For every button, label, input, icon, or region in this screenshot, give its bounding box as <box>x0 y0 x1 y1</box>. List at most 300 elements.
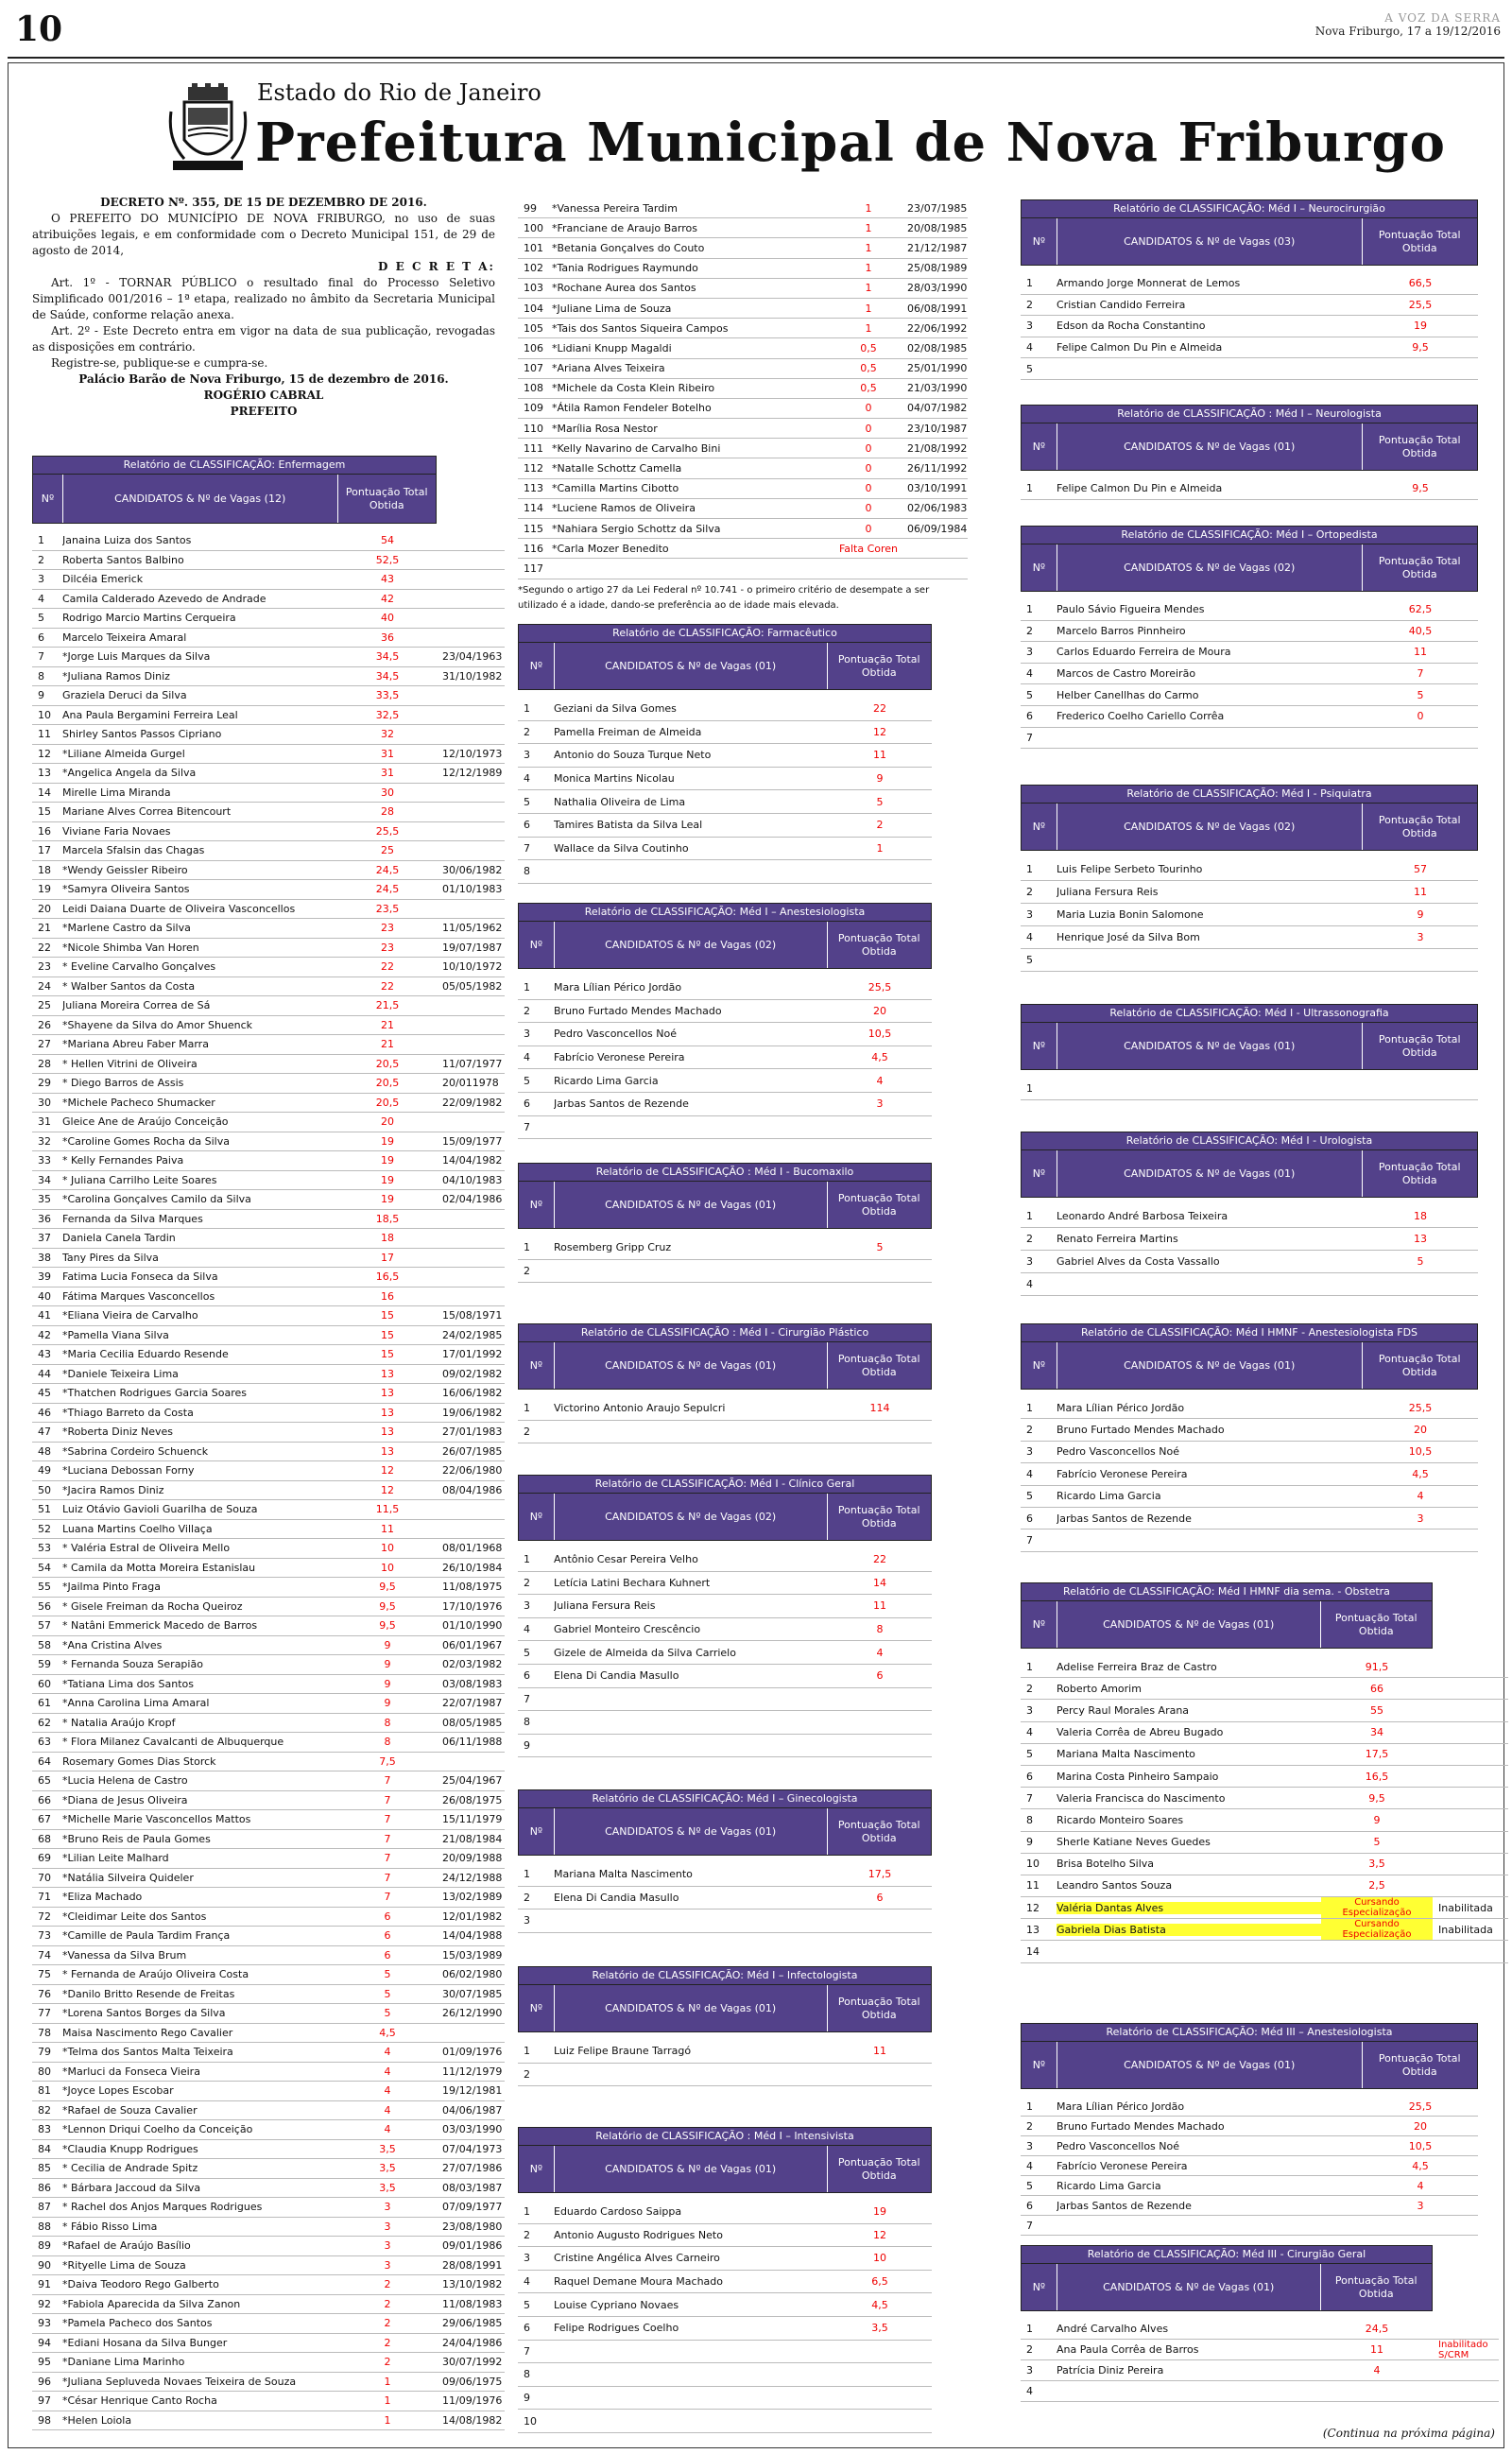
table-title: Relatório de CLASSIFICAÇÃO: Méd I - Ultrassonografia <box>1021 1004 1478 1023</box>
row-number: 7 <box>524 841 530 855</box>
row-number: 4 <box>524 2275 530 2289</box>
candidate-name: *Rochane Aurea dos Santos <box>552 282 696 295</box>
row-number: 1 <box>1026 1210 1033 1222</box>
table-row <box>1021 684 1478 706</box>
row-number: 3 <box>524 1599 530 1613</box>
row-extra: 24/02/1985 <box>442 1328 503 1341</box>
row-extra: 30/06/1982 <box>442 863 503 876</box>
candidate-score: 9 <box>876 772 884 786</box>
row-number: 4 <box>1026 2385 1033 2397</box>
candidate-score: 4,5 <box>379 2026 396 2039</box>
table-row <box>518 2224 932 2248</box>
table-row <box>518 698 932 721</box>
table-row <box>32 1908 505 1927</box>
candidate-name: *Angelica Angela da Silva <box>62 767 197 780</box>
table-row <box>518 2247 932 2271</box>
table-row <box>1021 706 1478 728</box>
row-number: 1 <box>1026 1082 1033 1095</box>
candidate-score: 9,5 <box>379 1581 396 1594</box>
table-row <box>32 1268 505 1287</box>
candidate-score: 22 <box>873 1553 886 1566</box>
row-number: 91 <box>38 2278 51 2291</box>
table-row <box>1021 2360 1499 2381</box>
row-extra: 29/06/1985 <box>442 2317 503 2330</box>
candidate-name: * Natalia Araújo Kropf <box>62 1716 176 1729</box>
table-spacer <box>1021 1070 1478 1078</box>
table-row <box>32 764 505 784</box>
table-title: Relatório de CLASSIFICAÇÃO: Méd I – Infectologista <box>518 1966 932 1985</box>
table-row <box>518 2387 932 2411</box>
candidate-score: 17,5 <box>868 1868 892 1881</box>
row-number: 112 <box>524 462 543 475</box>
row-number: 11 <box>1026 1879 1040 1892</box>
candidate-score: 22 <box>873 702 886 716</box>
candidate-name: *Rafael de Souza Cavalier <box>62 2103 198 2117</box>
table-row <box>1021 599 1478 621</box>
row-number: 1 <box>524 702 530 716</box>
table-row <box>518 2271 932 2294</box>
row-number: 1 <box>1026 277 1033 290</box>
candidate-name: Luis Felipe Serbeto Tourinho <box>1057 863 1203 875</box>
row-number: 2 <box>1026 1682 1033 1695</box>
row-extra: 01/09/1976 <box>442 2046 503 2059</box>
table-header <box>518 2146 932 2193</box>
candidate-name: Juliana Fersura Reis <box>1057 886 1159 898</box>
candidate-name: *Juliana Ramos Diniz <box>62 669 170 683</box>
row-extra: 03/03/1990 <box>442 2123 503 2136</box>
table-row <box>1021 2319 1499 2340</box>
table-title: Relatório de CLASSIFICAÇÃO : Méd I - Bucomaxilo <box>518 1163 932 1182</box>
table-row <box>32 706 505 726</box>
table-anes <box>518 903 932 1139</box>
row-number: 2 <box>1026 624 1033 637</box>
row-number: 2 <box>524 1891 530 1904</box>
table-row <box>32 2295 505 2315</box>
candidate-score: 5 <box>1417 1255 1424 1268</box>
table-row <box>518 2410 932 2433</box>
candidate-name: Fabrício Veronese Pereira <box>1057 1467 1188 1480</box>
row-number: 5 <box>1026 1490 1033 1503</box>
row-extra: 19/12/1981 <box>442 2084 503 2098</box>
table-urol <box>1021 1132 1478 1296</box>
candidate-name: * Fábio Risso Lima <box>62 2220 158 2233</box>
table-row <box>1021 358 1478 380</box>
candidate-score: 32 <box>381 728 394 741</box>
table-row <box>32 1365 505 1385</box>
row-number: 7 <box>38 650 44 664</box>
candidate-name: *Juliana Sepluveda Novaes Teixeira de Souza <box>62 2375 297 2388</box>
table-title: Relatório de CLASSIFICAÇÃO: Enfermagem <box>32 456 437 475</box>
candidate-score: 3 <box>384 2220 391 2233</box>
table-row <box>32 1423 505 1443</box>
candidate-score: 24,5 <box>375 863 400 876</box>
candidate-name: *Átila Ramon Fendeler Botelho <box>552 402 712 415</box>
table-row <box>32 2411 505 2431</box>
table-row <box>1021 1919 1508 1941</box>
row-number: 86 <box>38 2181 51 2194</box>
candidate-score: 7 <box>384 1891 391 1904</box>
candidate-name: Fátima Marques Vasconcellos <box>62 1289 215 1303</box>
row-number: 69 <box>38 1852 51 1865</box>
table-row <box>518 1046 932 1070</box>
row-number: 10 <box>524 2414 537 2428</box>
table-row <box>1021 949 1478 972</box>
row-number: 73 <box>38 1929 51 1943</box>
table-row <box>1021 273 1478 295</box>
candidate-score: 13 <box>381 1406 394 1419</box>
candidate-name: Cristian Candido Ferreira <box>1057 298 1186 311</box>
candidate-score: 0,5 <box>860 341 877 354</box>
candidate-name: *Daiva Teodoro Rego Galberto <box>62 2278 219 2291</box>
row-number: 90 <box>38 2258 51 2272</box>
table-row <box>32 2043 505 2063</box>
candidate-score: 19 <box>873 2205 886 2219</box>
candidate-name: Pedro Vasconcellos Noé <box>554 1028 678 1041</box>
table-row <box>518 1595 932 1618</box>
candidate-score: 1 <box>865 241 872 254</box>
row-number: 79 <box>38 2046 51 2059</box>
candidate-name: Tany Pires da Silva <box>62 1251 159 1264</box>
row-extra: 25/08/1989 <box>907 262 968 275</box>
table-row <box>518 744 932 768</box>
candidate-name: *Luciana Debossan Forny <box>62 1464 195 1478</box>
header-candidates: CANDIDATOS & Nº de Vagas (01) <box>555 2146 828 2192</box>
table-row <box>32 1306 505 1326</box>
candidate-name: *Claudia Knupp Rodrigues <box>62 2142 198 2155</box>
page-header <box>8 6 1504 59</box>
candidate-score: 7 <box>384 1774 391 1788</box>
row-number: 3 <box>524 1914 530 1927</box>
row-extra: 11/05/1962 <box>442 922 503 935</box>
table-spacer <box>1021 592 1478 599</box>
table-row <box>518 218 968 238</box>
candidate-score: 5 <box>384 1987 391 2000</box>
row-number: 8 <box>524 865 530 878</box>
table-row <box>518 419 968 439</box>
candidate-name: Mirelle Lima Miranda <box>62 786 171 799</box>
candidate-score: 3 <box>384 2201 391 2214</box>
row-extra: 03/08/1983 <box>442 1677 503 1690</box>
candidate-score: 11 <box>1370 2343 1383 2356</box>
table-row <box>518 1665 932 1688</box>
table-spacer <box>1021 2089 1478 2097</box>
candidate-name: Renato Ferreira Martins <box>1057 1233 1178 1245</box>
header-score: Pontuação Total Obtida <box>837 1191 920 1218</box>
candidate-name: *Pamella Viana Silva <box>62 1328 169 1341</box>
candidate-score: 9 <box>384 1638 391 1651</box>
table-row <box>32 1229 505 1249</box>
row-extra: 09/02/1982 <box>442 1367 503 1380</box>
candidate-name: * Fernanda Souza Serapião <box>62 1658 203 1671</box>
table-spacer <box>518 969 932 976</box>
candidate-score: 57 <box>1414 863 1427 875</box>
candidate-name: Janaina Luiza dos Santos <box>62 534 192 547</box>
row-number: 15 <box>38 805 51 819</box>
table-row <box>32 2314 505 2334</box>
table-row <box>1021 1832 1508 1854</box>
candidate-name: * Bárbara Jaccoud da Silva <box>62 2181 201 2194</box>
candidate-name: * Flora Milanez Cavalcanti de Albuquerque <box>62 1736 284 1749</box>
table-row <box>518 1572 932 1596</box>
candidate-name: * Gisele Freiman da Rocha Queiroz <box>62 1599 243 1613</box>
table-row <box>32 1578 505 1598</box>
row-number: 2 <box>1026 1424 1033 1437</box>
candidate-score: 13 <box>1414 1233 1427 1245</box>
table-spacer <box>1021 471 1478 478</box>
table-spacer <box>518 2032 932 2040</box>
newspaper-name: A VOZ DA SERRA <box>1384 11 1501 25</box>
table-row <box>32 2392 505 2411</box>
table-spacer <box>1021 266 1478 273</box>
row-number: 5 <box>1026 954 1033 966</box>
row-number: 99 <box>524 201 537 215</box>
decree-palace: Palácio Barão de Nova Friburgo, 15 de dezembro de 2016. <box>78 372 449 386</box>
candidate-score: 2 <box>876 819 884 832</box>
table-row <box>518 1397 932 1421</box>
row-number: 1 <box>1026 482 1033 495</box>
header-candidates: CANDIDATOS & Nº de Vagas (03) <box>1057 218 1363 265</box>
table-row <box>32 2256 505 2276</box>
candidate-name: Gizele de Almeida da Silva Carrielo <box>554 1646 736 1659</box>
candidate-name: *Betania Gonçalves do Couto <box>552 241 705 254</box>
row-number: 2 <box>1026 2119 1033 2133</box>
row-number: 1 <box>1026 1660 1033 1673</box>
table-row <box>32 2237 505 2256</box>
candidate-name: Maisa Nascimento Rego Cavalier <box>62 2026 233 2039</box>
table-row <box>32 725 505 745</box>
candidate-name: *Carolina Gonçalves Camilo da Silva <box>62 1193 251 1206</box>
header-score: Pontuação Total Obtida <box>345 485 428 511</box>
table-title: Relatório de CLASSIFICAÇÃO: Méd III – Anestesiologista <box>1021 2023 1478 2042</box>
candidate-score: 4 <box>1417 1490 1424 1503</box>
table-row <box>32 1559 505 1579</box>
candidate-name: *Natália Silveira Quideler <box>62 1871 194 1884</box>
candidate-score: 9,5 <box>379 1619 396 1633</box>
header-candidates: CANDIDATOS & Nº de Vagas (02) <box>555 1494 828 1540</box>
candidate-name: Graziela Deruci da Silva <box>62 689 187 702</box>
table-row <box>1021 1854 1508 1875</box>
candidate-name: *Tais dos Santos Siqueira Campos <box>552 321 729 335</box>
table-row <box>518 1863 932 1887</box>
table-row <box>32 1753 505 1772</box>
row-number: 3 <box>1026 320 1033 333</box>
header-number: Nº <box>1022 804 1057 850</box>
row-number: 12 <box>1026 1901 1040 1914</box>
candidate-score: 3 <box>876 1097 884 1111</box>
row-extra: 20/011978 <box>442 1077 499 1090</box>
candidate-score: 4 <box>1373 2364 1381 2376</box>
table-row <box>32 590 505 610</box>
page-number: 10 <box>15 9 63 49</box>
table-row <box>1021 1897 1508 1919</box>
table-row <box>32 686 505 706</box>
candidate-name: Eduardo Cardoso Saippa <box>554 2205 682 2219</box>
row-number: 8 <box>524 1716 530 1729</box>
candidate-score: 4 <box>384 2084 391 2098</box>
candidate-name: *Diana de Jesus Oliveira <box>62 1793 188 1806</box>
candidate-score: 3 <box>1417 2199 1424 2212</box>
candidate-name: *Shayene da Silva do Amor Shuenck <box>62 1018 253 1031</box>
candidate-name: Gleice Ane de Araújo Conceição <box>62 1115 229 1129</box>
candidate-name: Monica Martins Nicolau <box>554 772 675 786</box>
candidate-score: 16 <box>381 1289 394 1303</box>
candidate-score: 55 <box>1370 1703 1383 1717</box>
table-row <box>32 803 505 822</box>
candidate-name: *Nahiara Sergio Schottz da Silva <box>552 522 721 535</box>
candidate-score: 2 <box>384 2297 391 2310</box>
table-row <box>32 1636 505 1656</box>
candidate-name: * Eveline Carvalho Gonçalves <box>62 960 216 974</box>
row-number: 13 <box>38 767 51 780</box>
table-spacer <box>1021 1649 1478 1656</box>
row-number: 13 <box>1026 1923 1040 1936</box>
candidate-name: *Camilla Martins Cibotto <box>552 482 679 495</box>
row-number: 14 <box>1026 1945 1040 1959</box>
table-row <box>518 338 968 358</box>
table-row <box>518 860 932 884</box>
candidate-name: Mariane Alves Correa Bitencourt <box>62 805 232 819</box>
table-row <box>518 1688 932 1712</box>
table-row <box>1021 316 1478 337</box>
candidate-name: Antônio Cesar Pereira Velho <box>554 1553 698 1566</box>
header-number: Nº <box>519 1494 555 1540</box>
candidate-name: *Ariana Alves Teixeira <box>552 362 665 375</box>
candidate-score: 31 <box>381 747 394 760</box>
row-number: 45 <box>38 1387 51 1400</box>
row-extra: 04/07/1982 <box>907 402 968 415</box>
candidate-score: 34,5 <box>375 650 400 664</box>
candidate-name: Pamella Freiman de Almeida <box>554 725 702 738</box>
candidate-name: *Ana Cristina Alves <box>62 1638 163 1651</box>
candidate-score: 6 <box>384 1929 391 1943</box>
candidate-name: *Joyce Lopes Escobar <box>62 2084 174 2098</box>
candidate-score: 20,5 <box>375 1077 400 1090</box>
candidate-score: 12 <box>381 1483 394 1496</box>
row-number: 7 <box>1026 2219 1033 2232</box>
row-extra: 14/04/1982 <box>442 1154 503 1167</box>
table-note: *Segundo o artigo 27 da Lei Federal nº 10.741 - o primeiro critério de desempate a ser utilizado é a idade, dando-se preferência ao de idade mais elevada. <box>518 584 930 611</box>
candidate-score: 3,5 <box>379 2142 396 2155</box>
table-row <box>518 539 968 559</box>
table-row <box>32 2334 505 2354</box>
table-header <box>1021 2042 1478 2089</box>
row-number: 7 <box>1026 731 1033 744</box>
row-number: 37 <box>38 1232 51 1245</box>
candidate-name: *Natalle Schottz Camella <box>552 462 682 475</box>
row-extra: 07/04/1973 <box>442 2142 503 2155</box>
table-row <box>32 648 505 667</box>
candidate-name: Mara Lílian Périco Jordão <box>554 981 682 994</box>
row-number: 84 <box>38 2142 51 2155</box>
table-row <box>32 861 505 881</box>
table-row <box>32 1094 505 1114</box>
candidate-name: *Michele da Costa Klein Ribeiro <box>552 382 715 395</box>
candidate-score: 20 <box>1414 2119 1427 2133</box>
row-number: 2 <box>1026 1233 1033 1245</box>
candidate-score: 8 <box>876 1623 884 1636</box>
candidate-score: 9 <box>384 1697 391 1710</box>
candidate-score: 20 <box>873 1004 886 1017</box>
candidate-name: Luana Martins Coelho Villaça <box>62 1522 213 1535</box>
table-row <box>32 1151 505 1171</box>
candidate-name: *Franciane de Araujo Barros <box>552 221 697 234</box>
row-extra: 22/06/1992 <box>907 321 968 335</box>
header-number: Nº <box>1022 423 1057 470</box>
candidate-score: 5 <box>384 1968 391 1981</box>
row-number: 5 <box>524 1646 530 1659</box>
table-row <box>32 1675 505 1695</box>
row-number: 1 <box>524 1553 530 1566</box>
table-row <box>32 1946 505 1966</box>
row-extra: 01/10/1990 <box>442 1619 503 1633</box>
table-row <box>1021 926 1478 949</box>
table-title: Relatório de CLASSIFICAÇÃO: Méd I HMNF - Anestesiologista FDS <box>1021 1323 1478 1342</box>
candidate-score: 20 <box>1414 1424 1427 1437</box>
row-extra: 26/12/1990 <box>442 2007 503 2020</box>
row-extra: 04/10/1983 <box>442 1173 503 1186</box>
row-number: 4 <box>38 592 44 605</box>
table-row <box>1021 1809 1508 1831</box>
row-number: 75 <box>38 1968 51 1981</box>
candidate-score: 4 <box>876 1646 884 1659</box>
row-extra: 06/08/1991 <box>907 302 968 315</box>
table-row <box>1021 2136 1478 2156</box>
table-row <box>32 1539 505 1559</box>
table-title: Relatório de CLASSIFICAÇÃO: Farmacêutico <box>518 624 932 643</box>
candidate-score: 31 <box>381 767 394 780</box>
candidate-name: * Kelly Fernandes Paiva <box>62 1154 184 1167</box>
row-number: 80 <box>38 2065 51 2078</box>
table-spacer <box>518 690 932 698</box>
row-extra: 25/01/1990 <box>907 362 968 375</box>
candidate-name: *Marília Rosa Nestor <box>552 422 658 435</box>
table-row <box>1021 1205 1478 1228</box>
candidate-score: 6 <box>876 1669 884 1683</box>
table-enf <box>32 456 505 2430</box>
row-number: 17 <box>38 844 51 857</box>
row-number: 82 <box>38 2103 51 2117</box>
candidate-score: 24,5 <box>375 883 400 896</box>
candidate-name: * Fernanda de Araújo Oliveira Costa <box>62 1968 249 1981</box>
row-number: 107 <box>524 362 543 375</box>
table-row <box>32 784 505 804</box>
row-extra: 12/12/1989 <box>442 767 503 780</box>
header-score: Pontuação Total Obtida <box>837 931 920 958</box>
candidate-name: *Juliane Lima de Souza <box>552 302 672 315</box>
row-number: 2 <box>524 1576 530 1589</box>
row-extra: 12/10/1973 <box>442 747 503 760</box>
candidate-name: *Liliane Almeida Gurgel <box>62 747 185 760</box>
table-title: Relatório de CLASSIFICAÇÃO: Méd I – Neurocirurgião <box>1021 199 1478 218</box>
candidate-score: 6 <box>384 1910 391 1923</box>
candidate-score: 13 <box>381 1367 394 1380</box>
candidate-score: 25,5 <box>1408 1401 1433 1414</box>
row-extra: 23/08/1980 <box>442 2220 503 2233</box>
row-number: 6 <box>1026 710 1033 723</box>
candidate-score: 14 <box>873 1576 886 1589</box>
candidate-name: Jarbas Santos de Rezende <box>1057 1512 1192 1525</box>
candidate-name: Patrícia Diniz Pereira <box>1057 2364 1164 2376</box>
row-extra: 19/07/1987 <box>442 941 503 954</box>
table-row <box>32 1249 505 1269</box>
table-header <box>1021 218 1478 266</box>
candidate-score: 3 <box>384 2258 391 2272</box>
candidate-score: 25,5 <box>1408 298 1433 311</box>
table-infe <box>518 1966 932 2086</box>
candidate-score: 4 <box>384 2046 391 2059</box>
table-row <box>518 1618 932 1642</box>
row-number: 35 <box>38 1193 51 1206</box>
